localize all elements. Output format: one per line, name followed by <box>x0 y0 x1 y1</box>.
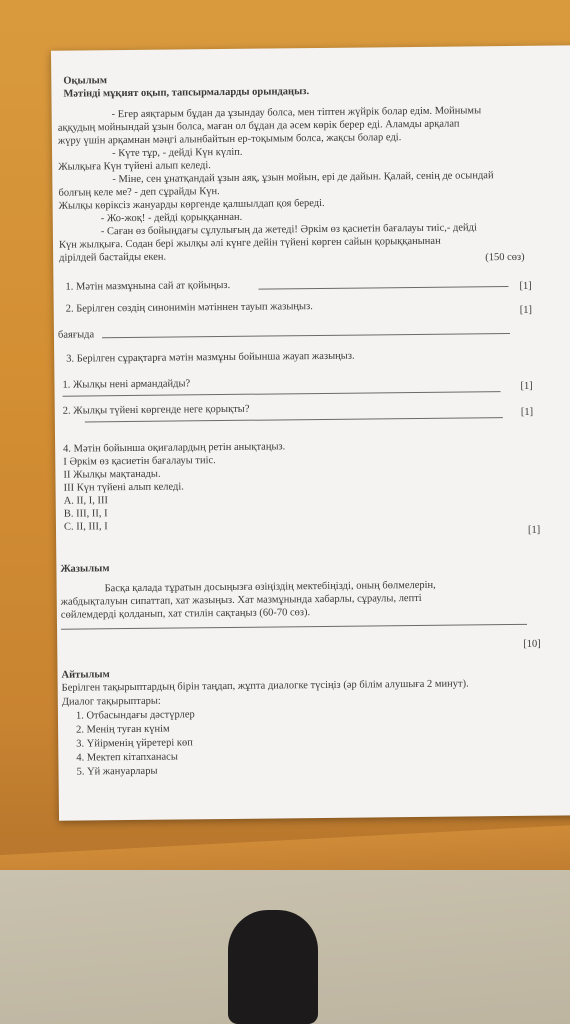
topic-item: 1. Отбасындағы дәстүрлер <box>75 709 195 722</box>
question-1: 1. Мәтін мазмұнына сай ат қойыңыз. <box>65 279 231 293</box>
word-count: (150 сөз) <box>485 251 525 264</box>
answer-line-2[interactable] <box>102 333 510 338</box>
writing-text-line: жабдықталуын сипаттап, хат жазыңыз. Хат мазмұнында хабарлы, сұраулы, лепті <box>60 592 422 608</box>
topic-item: 3. Үйірменің үйретері көп <box>76 737 193 750</box>
topic-item: 2. Менің туған күнім <box>76 723 170 736</box>
speaking-heading: Айтылым <box>61 669 110 681</box>
text-line: Күн жылқыға. Содан бері жылқы әлі күнге дейін түйені көрген сайын қорыққанынан <box>58 235 441 251</box>
speaking-instruction: Берілген тақырыптардың бірін таңдап, жұпта диалогке түсіңіз (әр білім алушыға 2 минут). <box>61 678 469 694</box>
answer-line-3-1[interactable] <box>63 391 501 397</box>
question-2: 2. Берілген сөздің синонимін мәтіннен тауып жазыңыз. <box>65 301 313 315</box>
text-line: аққудың мойнындай ұзын болса, маған ол бұдан да әсем көрік берер еді. Аламды арқалап <box>57 118 460 134</box>
mark-q3-1: [1] <box>520 380 533 392</box>
reading-instruction: Мәтінді мұқият оқып, тапсырмаларды орындаңыз. <box>63 86 310 100</box>
synonym-word: баяғыда <box>57 329 95 341</box>
text-line: дірілдей бастайды екен. <box>59 251 167 264</box>
writing-heading: Жазылым <box>60 563 110 575</box>
text-line: Жылқыға Күн түйені алып келеді. <box>58 160 211 173</box>
q4-option-a[interactable]: А. ІІ, І, ІІІ <box>63 495 109 507</box>
q4-item: І Әркім өз қасиетін бағалауы тиіс. <box>63 455 216 468</box>
mark-q1: [1] <box>519 280 532 292</box>
topic-item: 5. Үй жануарлары <box>76 765 158 778</box>
writing-text-line: Басқа қалада тұратын досыңызға өзіңіздің мектебіңізді, оның бөлмелерін, <box>104 579 436 595</box>
text-line: жүру үшін арқамнан мәңгі алынбайтын ер-тоқымым болса, жақсы болар еді. <box>57 132 402 147</box>
q4-option-c[interactable]: С. ІІ, ІІІ, І <box>63 521 108 533</box>
mark-q4: [1] <box>527 524 541 536</box>
text-line: - Егер аяқтарым бұдан да ұзындау болса, мен тіптен жүйрік болар едім. Мойнымы <box>111 105 482 121</box>
answer-line-1[interactable] <box>258 286 508 290</box>
text-line: - Жо-жоқ! - дейді қорыққаннан. <box>100 211 243 225</box>
q4-item: ІІ Жылқы мақтанады. <box>63 468 161 481</box>
text-line: Жылқы көріксіз жануарды көргенде қалшылдап қоя береді. <box>58 197 325 212</box>
writing-answer-line[interactable] <box>61 624 527 630</box>
topic-item: 4. Мектеп кітапханасы <box>76 751 178 764</box>
text-line: - Міне, сен ұнатқандай ұзын аяқ, ұзын мойын, ері де дайын. Қалай, сенің де осындай <box>112 170 494 186</box>
question-3-1: 1. Жылқы нені армандайды? <box>62 378 191 391</box>
shoe <box>228 910 318 1024</box>
answer-line-3-2[interactable] <box>85 417 503 422</box>
text-line: - Саған өз бойыңдағы сұлулығың да жетеді! Әркім өз қасиетін бағалауы тиіс,- дейді <box>100 222 477 238</box>
question-3-2: 2. Жылқы түйені көргенде неге қорықты? <box>62 403 250 417</box>
worksheet-paper <box>51 45 570 821</box>
q4-option-b[interactable]: В. ІІІ, ІІ, І <box>63 508 108 520</box>
mark-q2: [1] <box>519 304 533 316</box>
reading-heading: Оқылым <box>63 75 108 87</box>
mark-q3-2: [1] <box>520 406 534 418</box>
writing-text-line: сөйлемдерді қолданып, хат стилін сақтаңыз (60-70 сөз). <box>60 607 311 621</box>
question-4: 4. Мәтін бойынша оқиғалардың ретін анықтаңыз. <box>63 441 286 455</box>
mark-writing: [10] <box>523 638 541 650</box>
text-line: - Күте тұр, - дейді Күн күліп. <box>112 146 243 160</box>
question-3: 3. Берілген сұрақтарға мәтін мазмұны бойынша жауап жазыңыз. <box>66 350 355 365</box>
q4-item: ІІІ Күн түйені алып келеді. <box>63 481 184 494</box>
topics-label: Диалог тақырыптары: <box>61 695 161 708</box>
text-line: болғың келе ме? - деп сұрайды Күн. <box>58 186 220 199</box>
